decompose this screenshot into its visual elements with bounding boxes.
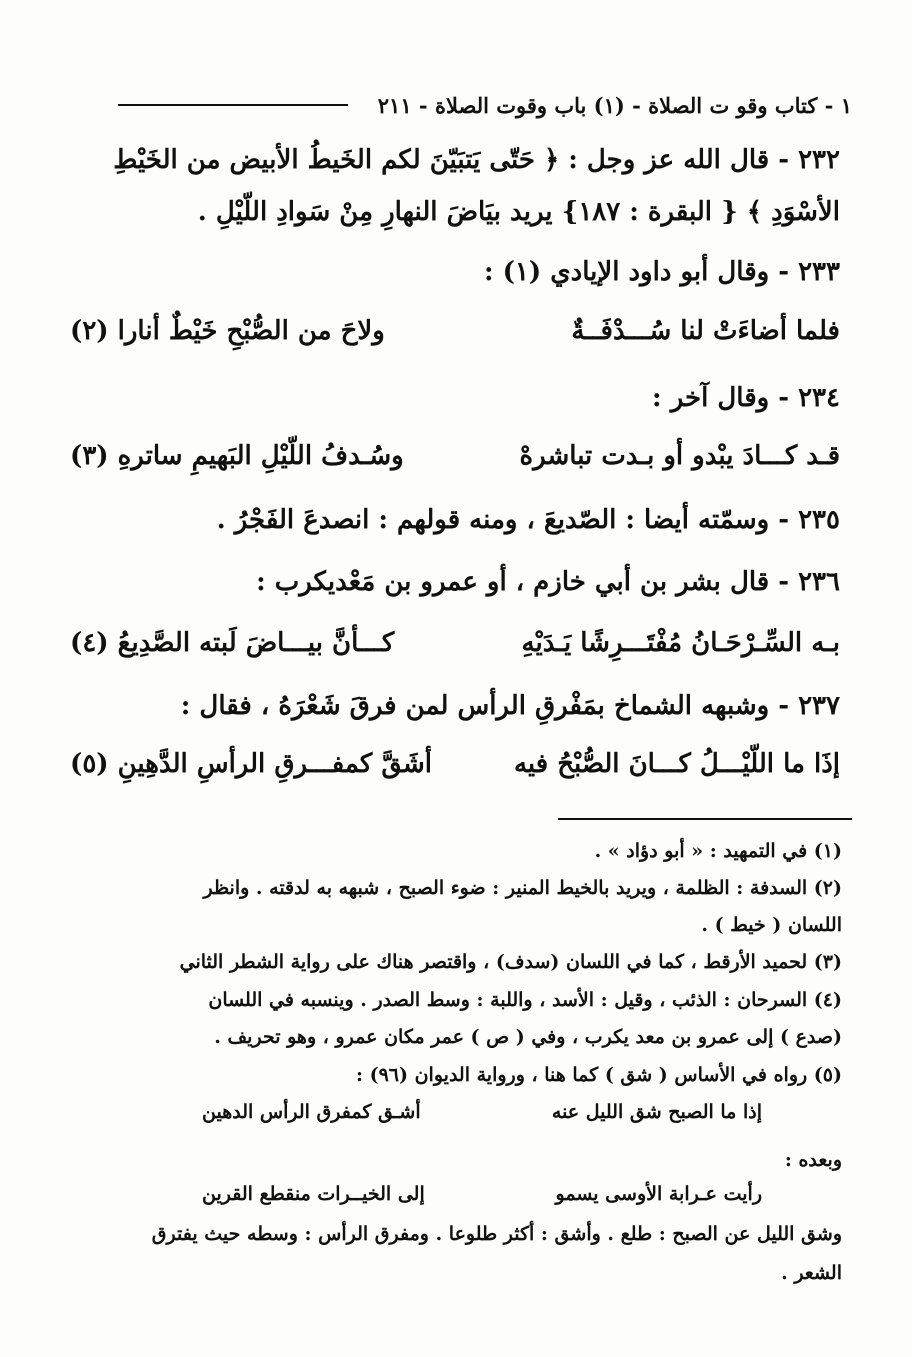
footnote-5-after-label: وبعده : xyxy=(784,1149,842,1171)
header-rule xyxy=(118,104,348,106)
footnote-5-gloss-line-1: وشق الليل عن الصبح : طلع . وأشق : أكثر طلوعا . ومفرق الرأس : وسطه حيث يفترق xyxy=(151,1223,842,1245)
entry-233: ٢٣٣ - وقال أبو داود الإيادي (١) : xyxy=(484,257,840,287)
verse-234-second-hemistich: وسُـدفُ اللّيْلِ البَهيمِ ساترهِ (٣) xyxy=(70,441,404,471)
verse-237 xyxy=(70,741,840,787)
footnote-4-line-2: (صدع ) إلى عمرو بن معد يكرب ، وفي ( ص ) عمر مكان عمرو ، وهو تحريف . xyxy=(214,1026,842,1048)
running-header xyxy=(92,88,852,122)
entry-232-line-2: الأسْوَدِ ﴾ { البقرة : ١٨٧} يريد بيَاضَ النهارِ مِنْ سَوادِ اللّيْلِ . xyxy=(197,197,840,227)
entry-236: ٢٣٦ - قال بشر بن أبي خازم ، أو عمرو بن مَعْديكرب : xyxy=(256,567,840,597)
verse-236-first-hemistich: بـه السِّـرْحَـانُ مُفْتَـــرِشًا يَـدَيْهِ xyxy=(521,628,840,658)
entry-235: ٢٣٥ - وسمّته أيضا : الصّديعَ ، ومنه قولهم : انصدعَ الفَجْرُ . xyxy=(216,505,840,535)
verse-234-first-hemistich: قـد كـــادَ يبْدو أو بـدت تباشرهْ xyxy=(519,441,840,471)
footnote-5-gloss-line-2: الشعر . xyxy=(781,1262,842,1284)
entry-237: ٢٣٧ - وشبهه الشماخ بمَفْرقِ الرأس لمن فرقَ شَعْرَهُ ، فقال : xyxy=(180,691,840,721)
footnote-5-verse-2 xyxy=(202,1179,762,1209)
footnote-1: (١) في التمهيد : « أبو دؤاد » . xyxy=(594,840,842,862)
verse-237-second-hemistich: أشَقَّ كمفـــرقِ الرأسِ الدَّهِينِ (٥) xyxy=(70,749,433,779)
entry-232-line-1: ٢٣٢ - قال الله عز وجل : ﴿ حَتّى يَتبَيّنَ لكم الخَيطُ الأبيض من الخَيْطِ xyxy=(113,145,840,175)
entry-234: ٢٣٤ - وقال آخر : xyxy=(652,383,840,413)
footnote-5-verse-2-second-hemistich: إلى الخيــرات منقطع القرين xyxy=(202,1183,425,1205)
verse-236-second-hemistich: كـــأنَّ بيـــاضَ لَبته الصَّدِيعُ (٤) xyxy=(70,628,395,658)
footnote-2-line-2: اللسان ( خيط ) . xyxy=(701,914,842,936)
footnote-5-verse-2-first-hemistich: رأيت عـرابة الأوسى يسمو xyxy=(555,1183,762,1205)
footnote-4-line-1: (٤) السرحان : الذئب ، وقيل : الأسد ، واللبة : وسط الصدر . وينسبه في اللسان xyxy=(208,989,842,1011)
footnote-5-verse-1-first-hemistich: إذا ما الصبح شق الليل عنه xyxy=(551,1101,762,1123)
verse-233 xyxy=(70,308,840,354)
footnote-5-verse-1 xyxy=(202,1097,762,1127)
footnote-3: (٣) لحميد الأرقط ، كما في اللسان (سدف) ، واقتصر هناك على رواية الشطر الثاني xyxy=(179,951,842,973)
verse-236 xyxy=(70,620,840,666)
verse-234 xyxy=(70,433,840,479)
verse-233-first-hemistich: فلما أضاءَتْ لنا سُـــدْفَــةٌ xyxy=(571,316,840,346)
footnote-separator xyxy=(558,818,852,820)
header-title: ١ - كتاب وقو ت الصلاة - (١) باب وقوت الصلاة - ٢١١ xyxy=(377,92,852,118)
verse-237-first-hemistich: إذَا ما اللّيْـــلُ كـــانَ الصُّبْحُ فيه xyxy=(513,749,840,779)
footnote-5: (٥) رواه في الأساس ( شق ) كما هنا ، ورواية الديوان (٩٦) : xyxy=(355,1064,842,1086)
footnote-2-line-1: (٢) السدفة : الظلمة ، ويريد بالخيط المنير : ضوء الصبح ، شبهه به لدقته . وانظر xyxy=(203,877,842,899)
footnote-5-verse-1-second-hemistich: أشـق كمفرق الرأس الدهين xyxy=(202,1101,421,1123)
verse-233-second-hemistich: ولاحَ من الصُّبْحِ خَيْطٌ أنارا (٢) xyxy=(70,316,385,346)
